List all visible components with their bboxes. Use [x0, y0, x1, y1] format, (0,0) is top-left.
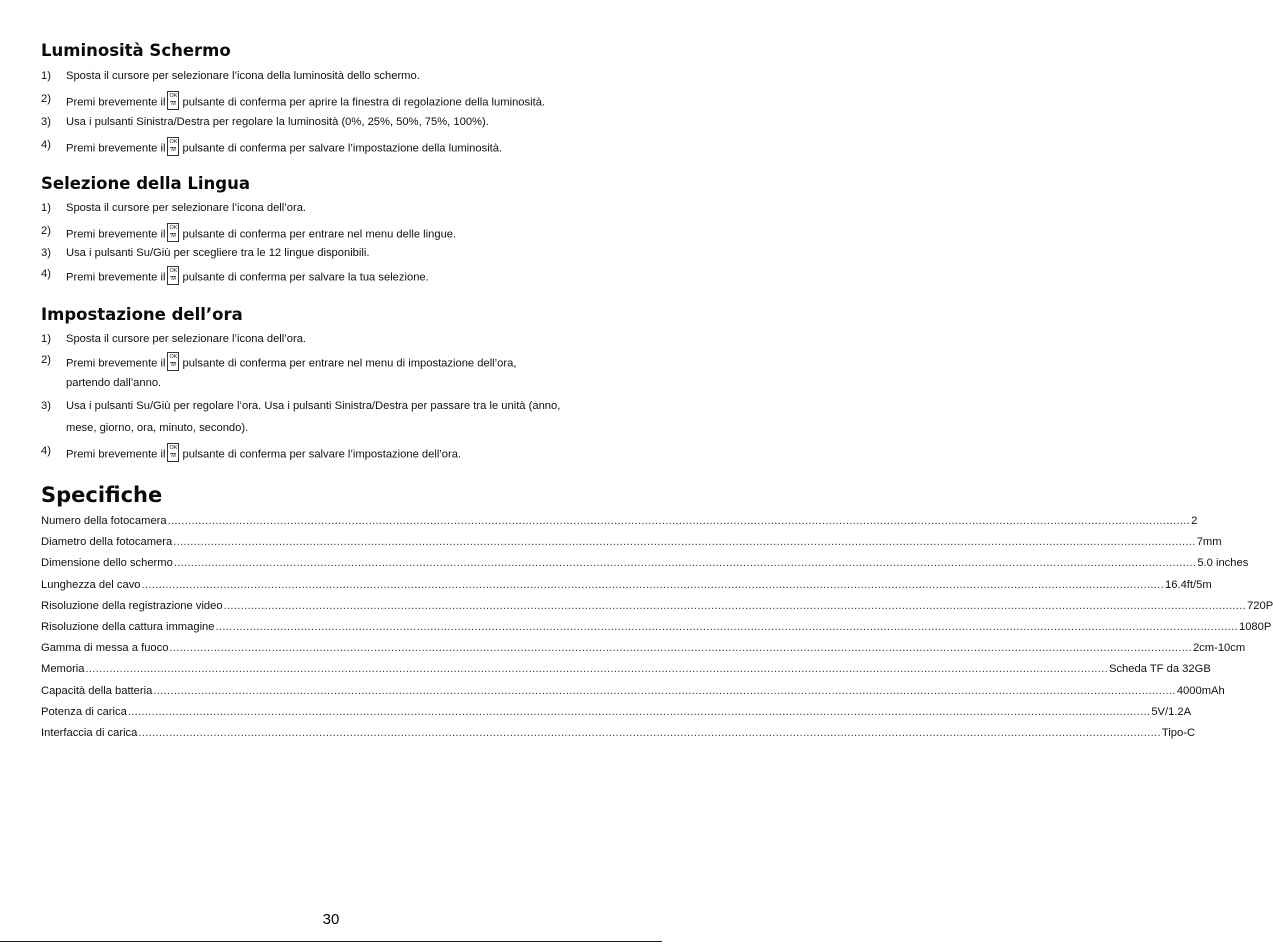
- step-number: 4): [41, 268, 51, 280]
- ok-m-button-icon: [167, 137, 179, 156]
- dot-leader: ............................................................................................................................................................................................................................................................................................................: [223, 599, 1247, 612]
- ok-m-button-icon: [167, 443, 179, 462]
- spec-value: 5.0 inches: [1197, 557, 1249, 570]
- step-number: 3): [41, 116, 51, 128]
- m-label: M: [171, 453, 176, 459]
- spec-row: [41, 662, 1211, 676]
- step-text-before: Premi brevemente il: [66, 271, 166, 284]
- section-title-language: Selezione della Lingua: [41, 174, 250, 193]
- step-text-before: Premi brevemente il: [66, 96, 166, 109]
- spec-value: 16.4ft/5m: [1165, 578, 1212, 591]
- m-label: M: [171, 147, 176, 153]
- ok-m-button-icon: [167, 352, 179, 371]
- step-text: Usa i pulsanti Sinistra/Destra per regolare la luminosità (0%, 25%, 50%, 75%, 100%).: [66, 116, 489, 128]
- step-text: [66, 225, 456, 244]
- spec-row: [41, 556, 1249, 570]
- spec-row: [41, 705, 1192, 719]
- spec-row: [41, 514, 1198, 528]
- ok-label: OK: [169, 268, 178, 274]
- step-text-after: pulsante di conferma per salvare l’impostazione della luminosità.: [182, 142, 503, 155]
- ok-m-button-icon: [167, 223, 179, 242]
- page-number: 30: [322, 911, 340, 928]
- step-text-before: Premi brevemente il: [66, 448, 166, 461]
- spec-label: Interfaccia di carica: [41, 727, 138, 739]
- step-text-after: pulsante di conferma per aprire la finestra di regolazione della luminosità.: [182, 96, 546, 109]
- spec-value: 1080P: [1238, 621, 1272, 633]
- dot-leader: ............................................................................................................................................................................................................................................................................................................: [173, 557, 1197, 570]
- dot-leader: ............................................................................................................................................................................................................................................................................................................: [138, 727, 1161, 739]
- step-text-before: Premi brevemente il: [66, 357, 166, 370]
- spec-row: [41, 578, 1212, 592]
- step-text-after: pulsante di conferma per salvare la tua selezione.: [182, 271, 429, 284]
- spec-value: 5V/1.2A: [1151, 705, 1192, 718]
- ok-label: OK: [169, 354, 178, 360]
- step-text-before: Premi brevemente il: [66, 142, 166, 155]
- dot-leader: ............................................................................................................................................................................................................................................................................................................: [127, 705, 1151, 718]
- section-title-time: Impostazione dell’ora: [41, 305, 243, 324]
- step-text: Sposta il cursore per selezionare l’icona dell’ora.: [66, 333, 307, 345]
- step-continuation: mese, giorno, ora, minuto, secondo).: [66, 422, 249, 434]
- m-label: M: [171, 276, 176, 282]
- step-number: 4): [41, 445, 51, 457]
- step-number: 4): [41, 139, 51, 151]
- ok-label: OK: [169, 225, 178, 231]
- spec-value: Tipo-C: [1161, 727, 1196, 739]
- spec-label: Gamma di messa a fuoco: [41, 642, 169, 655]
- footer-rule: [0, 941, 662, 942]
- section-title-brightness: Luminosità Schermo: [41, 41, 231, 60]
- spec-value: 2: [1191, 515, 1198, 527]
- spec-label: Memoria: [41, 663, 85, 676]
- step-number: 3): [41, 400, 51, 412]
- step-text-after: pulsante di conferma per salvare l’impostazione dell’ora.: [182, 448, 462, 461]
- ok-label: OK: [169, 139, 178, 145]
- m-label: M: [171, 362, 176, 368]
- spec-label: Lunghezza del cavo: [41, 578, 141, 591]
- step-text: Usa i pulsanti Su/Giù per regolare l’ora. Usa i pulsanti Sinistra/Destra per passare tra le unità (anno,: [66, 400, 561, 412]
- spec-value: 720P: [1247, 599, 1273, 612]
- step-continuation: partendo dall’anno.: [66, 377, 162, 389]
- spec-row: [41, 599, 1273, 613]
- dot-leader: ............................................................................................................................................................................................................................................................................................................: [141, 578, 1165, 591]
- step-number: 2): [41, 354, 51, 366]
- step-number: 1): [41, 70, 51, 82]
- step-text-after: pulsante di conferma per entrare nel menu di impostazione dell’ora,: [182, 357, 517, 370]
- spec-label: Potenza di carica: [41, 705, 127, 718]
- ok-m-button-icon: [167, 266, 179, 285]
- step-text: [66, 139, 502, 158]
- dot-leader: ............................................................................................................................................................................................................................................................................................................: [215, 621, 1238, 633]
- spec-value: 4000mAh: [1176, 684, 1225, 697]
- spec-row: [41, 641, 1246, 655]
- spec-label: Risoluzione della registrazione video: [41, 599, 223, 612]
- step-text: [66, 93, 545, 112]
- step-number: 2): [41, 93, 51, 105]
- step-number: 1): [41, 333, 51, 345]
- spec-label: Diametro della fotocamera: [41, 536, 173, 549]
- ok-label: OK: [169, 93, 178, 99]
- spec-row: [41, 684, 1225, 698]
- dot-leader: ............................................................................................................................................................................................................................................................................................................: [153, 684, 1176, 697]
- dot-leader: ............................................................................................................................................................................................................................................................................................................: [85, 663, 1108, 676]
- spec-value: 7mm: [1196, 536, 1222, 549]
- step-text-after: pulsante di conferma per entrare nel menu delle lingue.: [182, 228, 457, 241]
- step-number: 3): [41, 247, 51, 259]
- step-text: Sposta il cursore per selezionare l’icona dell’ora.: [66, 202, 307, 214]
- dot-leader: ............................................................................................................................................................................................................................................................................................................: [169, 642, 1192, 655]
- spec-row: [41, 535, 1222, 549]
- step-number: 1): [41, 202, 51, 214]
- spec-row: [41, 726, 1196, 740]
- step-text: [66, 354, 516, 373]
- dot-leader: ............................................................................................................................................................................................................................................................................................................: [167, 515, 1191, 527]
- spec-label: Risoluzione della cattura immagine: [41, 621, 215, 633]
- step-text: Sposta il cursore per selezionare l’icona della luminosità dello schermo.: [66, 70, 420, 82]
- m-label: M: [171, 233, 176, 239]
- spec-label: Capacità della batteria: [41, 684, 153, 697]
- spec-label: Dimensione dello schermo: [41, 557, 173, 570]
- m-label: M: [171, 101, 176, 107]
- spec-label: Numero della fotocamera: [41, 515, 167, 527]
- section-title-specs: Specifiche: [41, 483, 163, 507]
- spec-value: 2cm-10cm: [1192, 642, 1246, 655]
- step-text-before: Premi brevemente il: [66, 228, 166, 241]
- step-text: [66, 445, 461, 464]
- step-text: [66, 268, 429, 287]
- spec-value: Scheda TF da 32GB: [1109, 663, 1211, 676]
- step-number: 2): [41, 225, 51, 237]
- spec-row: [41, 620, 1272, 634]
- ok-label: OK: [169, 445, 178, 451]
- dot-leader: ............................................................................................................................................................................................................................................................................................................: [173, 536, 1196, 549]
- step-text: Usa i pulsanti Su/Giù per scegliere tra le 12 lingue disponibili.: [66, 247, 370, 259]
- ok-m-button-icon: [167, 91, 179, 110]
